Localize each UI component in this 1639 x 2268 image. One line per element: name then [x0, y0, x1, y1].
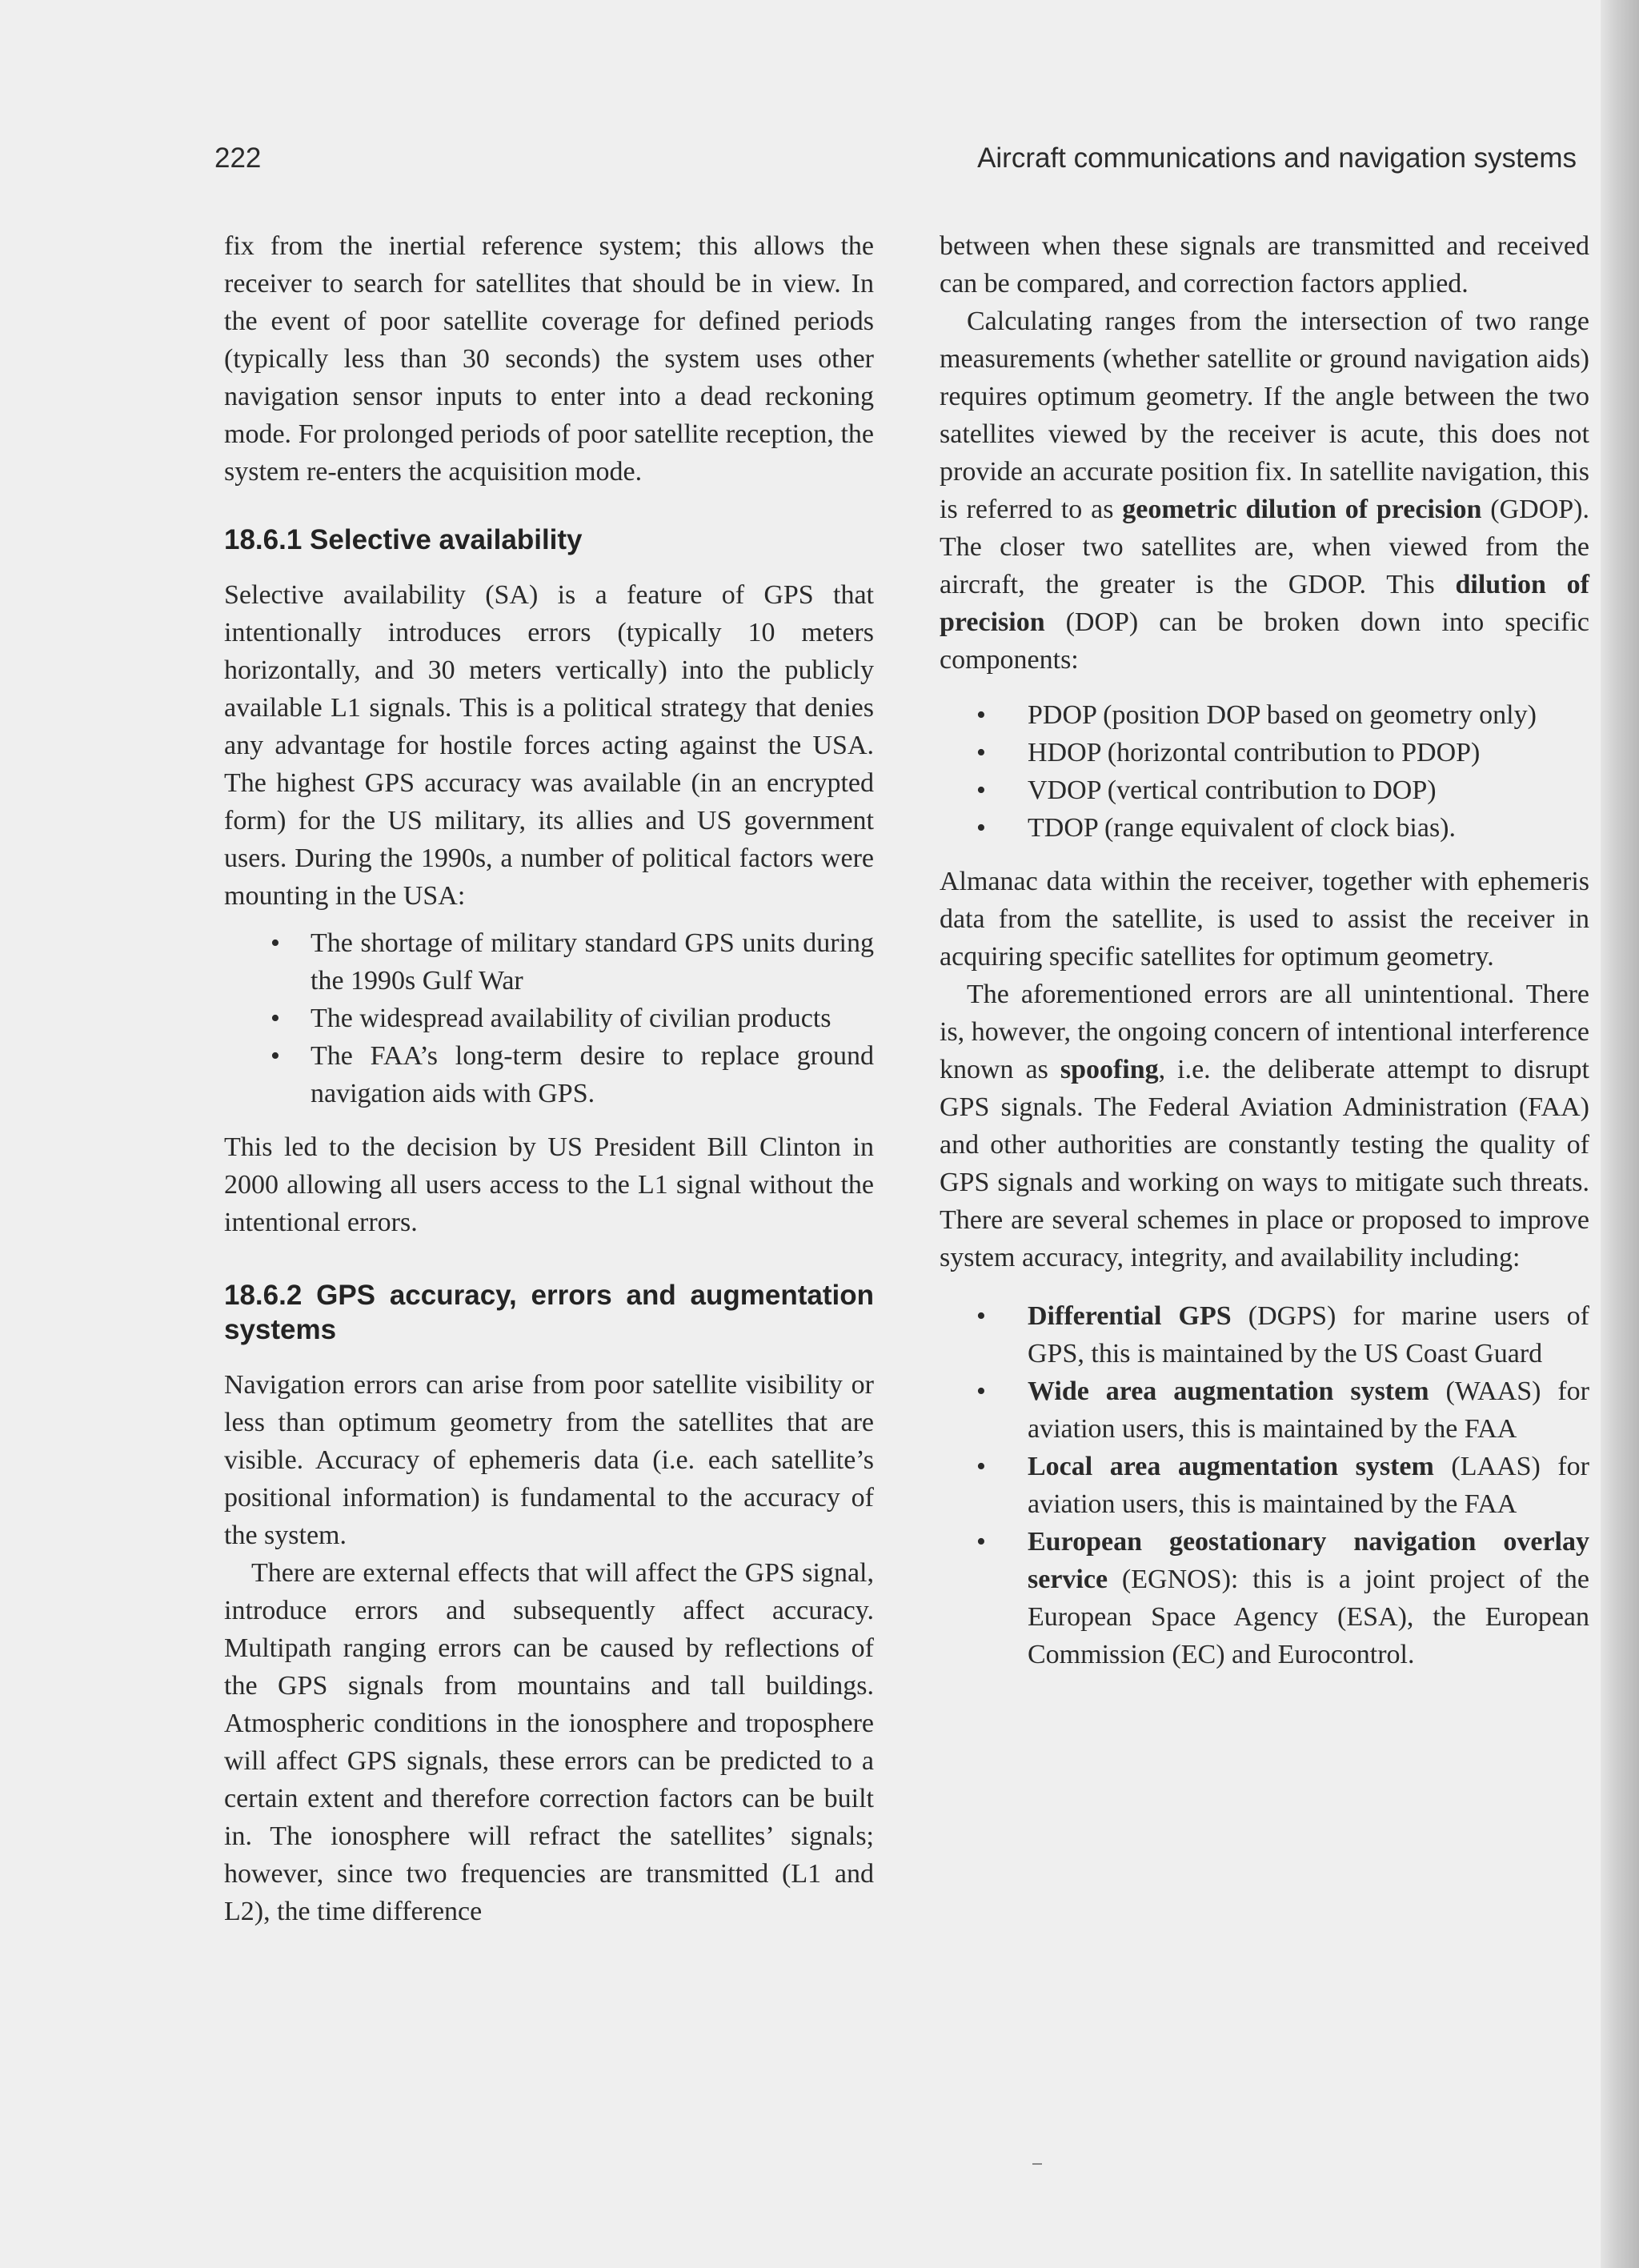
bold-term: spoofing	[1060, 1055, 1159, 1084]
right-column	[940, 227, 1589, 1689]
text-run: , i.e. the deliberate attempt to disrupt GPS signals. The Federal Aviation Administration (FAA) and other authorities are constantly testing the quality of GPS signals and working on ways to mitigate such threats. There are several schemes in place or proposed to improve system accuracy, integrity, and availability including:	[940, 1055, 1589, 1272]
list-item	[940, 1372, 1589, 1448]
bullet-icon: •	[976, 1452, 986, 1481]
book-title: Aircraft communications and navigation systems	[977, 142, 1577, 174]
list-item	[940, 1523, 1589, 1673]
page-edge-shadow	[1601, 0, 1639, 2268]
bullet-icon: •	[976, 1301, 986, 1331]
paragraph: Almanac data within the receiver, together with ephemeris data from the satellite, is used to assist the receiver in acquiring specific satellites for optimum geometry.	[940, 867, 1589, 972]
list-item	[940, 734, 1589, 771]
dop-bullet-list	[940, 696, 1589, 847]
paragraph: Selective availability (SA) is a feature of GPS that intentionally introduces errors (typically 10 meters horizontally, and 30 meters vertically) into the publicly available L1 signals. This is a political strategy that denies any advantage for hostile forces acting against the USA. The highest GPS accuracy was available (in an encrypted form) for the US military, its allies and US government users. During the 1990s, a number of political factors were mounting in the USA:	[224, 580, 874, 911]
bullet-icon: •	[976, 1527, 986, 1557]
left-column	[224, 227, 874, 1930]
text-run: (DOP) can be broken down into specific components:	[940, 607, 1589, 675]
list-item-text: (WAAS) for aviation users, this is maintained by the FAA	[1028, 1376, 1589, 1444]
paragraph-spoofing	[940, 976, 1589, 1276]
bold-term: Local area augmentation system	[1028, 1452, 1434, 1481]
bold-term: geometric dilution of precision	[1122, 495, 1482, 524]
list-item-text: (EGNOS): this is a joint project of the European Space Agency (ESA), the European Commission (EC) and Eurocontrol.	[1028, 1565, 1589, 1669]
bullet-icon: •	[270, 928, 280, 958]
paragraph: This led to the decision by US President Bill Clinton in 2000 allowing all users access to the L1 signal without the intentional errors.	[224, 1132, 874, 1237]
list-item	[224, 924, 874, 1000]
footer-mark	[1032, 2163, 1042, 2165]
bullet-icon: •	[976, 738, 986, 767]
bullet-icon: •	[976, 1376, 986, 1406]
list-item-text: HDOP (horizontal contribution to PDOP)	[1028, 738, 1481, 767]
list-item	[940, 696, 1589, 734]
bullet-icon: •	[976, 700, 986, 730]
section-heading-selective-availability: 18.6.1 Selective availability	[224, 524, 583, 555]
text-run: The aforementioned errors are all unintentional. There is, however, the ongoing concern of intentional interference known as	[940, 980, 1589, 1084]
list-item-text: The shortage of military standard GPS units during the 1990s Gulf War	[311, 928, 874, 996]
bold-term: Wide area augmentation system	[1028, 1376, 1429, 1406]
bold-term: dilution of precision	[940, 570, 1589, 637]
list-item	[224, 1000, 874, 1037]
bullet-icon: •	[976, 775, 986, 805]
list-item-text: (DGPS) for marine users of GPS, this is maintained by the US Coast Guard	[1028, 1301, 1589, 1368]
list-item	[224, 1037, 874, 1112]
paragraph: There are external effects that will affect the GPS signal, introduce errors and subsequently affect accuracy. Multipath ranging errors can be caused by reflections of the GPS signals from mountains and tall buildings. Atmospheric conditions in the ionosphere and troposphere will affect GPS signals, these errors can be predicted to a certain extent and therefore correction factors can be built in. The ionosphere will refract the satellites’ signals; however, since two frequencies are transmitted (L1 and L2), the time difference	[224, 1558, 874, 1926]
list-item-text: VDOP (vertical contribution to DOP)	[1028, 775, 1437, 805]
paragraph-gdop	[940, 303, 1589, 679]
paragraph: fix from the inertial reference system; this allows the receiver to search for satellites that should be in view. In the event of poor satellite coverage for defined periods (typically less than 30 seconds) the system uses other navigation sensor inputs to enter into a dead reckoning mode. For prolonged periods of poor satellite reception, the system re-enters the acquisition mode.	[224, 231, 874, 487]
page-number: 222	[214, 142, 262, 174]
bullet-icon: •	[976, 813, 986, 843]
bold-term: European geostationary navigation overlay service	[1028, 1527, 1589, 1594]
list-item-text: PDOP (position DOP based on geometry only)	[1028, 700, 1537, 730]
text-run: (GDOP). The closer two satellites are, when viewed from the aircraft, the greater is the GDOP. This	[940, 495, 1589, 599]
paragraph: between when these signals are transmitted and received can be compared, and correction factors applied.	[940, 231, 1589, 299]
list-item	[940, 771, 1589, 809]
bullet-icon: •	[270, 1004, 280, 1033]
list-item	[940, 809, 1589, 847]
list-item	[940, 1448, 1589, 1523]
section-heading-gps-accuracy: 18.6.2 GPS accuracy, errors and augmentation systems	[224, 1280, 874, 1345]
list-item-text: TDOP (range equivalent of clock bias).	[1028, 813, 1457, 843]
bold-term: Differential GPS	[1028, 1301, 1232, 1331]
list-item-text: (LAAS) for aviation users, this is maintained by the FAA	[1028, 1452, 1589, 1519]
list-item-text: The FAA’s long-term desire to replace ground navigation aids with GPS.	[311, 1041, 874, 1108]
bullet-icon: •	[270, 1041, 280, 1071]
list-item-text: The widespread availability of civilian products	[311, 1004, 832, 1033]
text-run: Calculating ranges from the intersection of two range measurements (whether satellite or ground navigation aids) requires optimum geometry. If the angle between the two satellites viewed by the receiver is acute, this does not provide an accurate position fix. In satellite navigation, this is referred to as	[940, 307, 1589, 524]
list-item	[940, 1297, 1589, 1372]
augmentation-bullet-list	[940, 1297, 1589, 1673]
paragraph: Navigation errors can arise from poor satellite visibility or less than optimum geometry from the satellites that are visible. Accuracy of ephemeris data (i.e. each satellite’s positional information) is fundamental to the accuracy of the system.	[224, 1370, 874, 1550]
bullet-list	[224, 924, 874, 1112]
